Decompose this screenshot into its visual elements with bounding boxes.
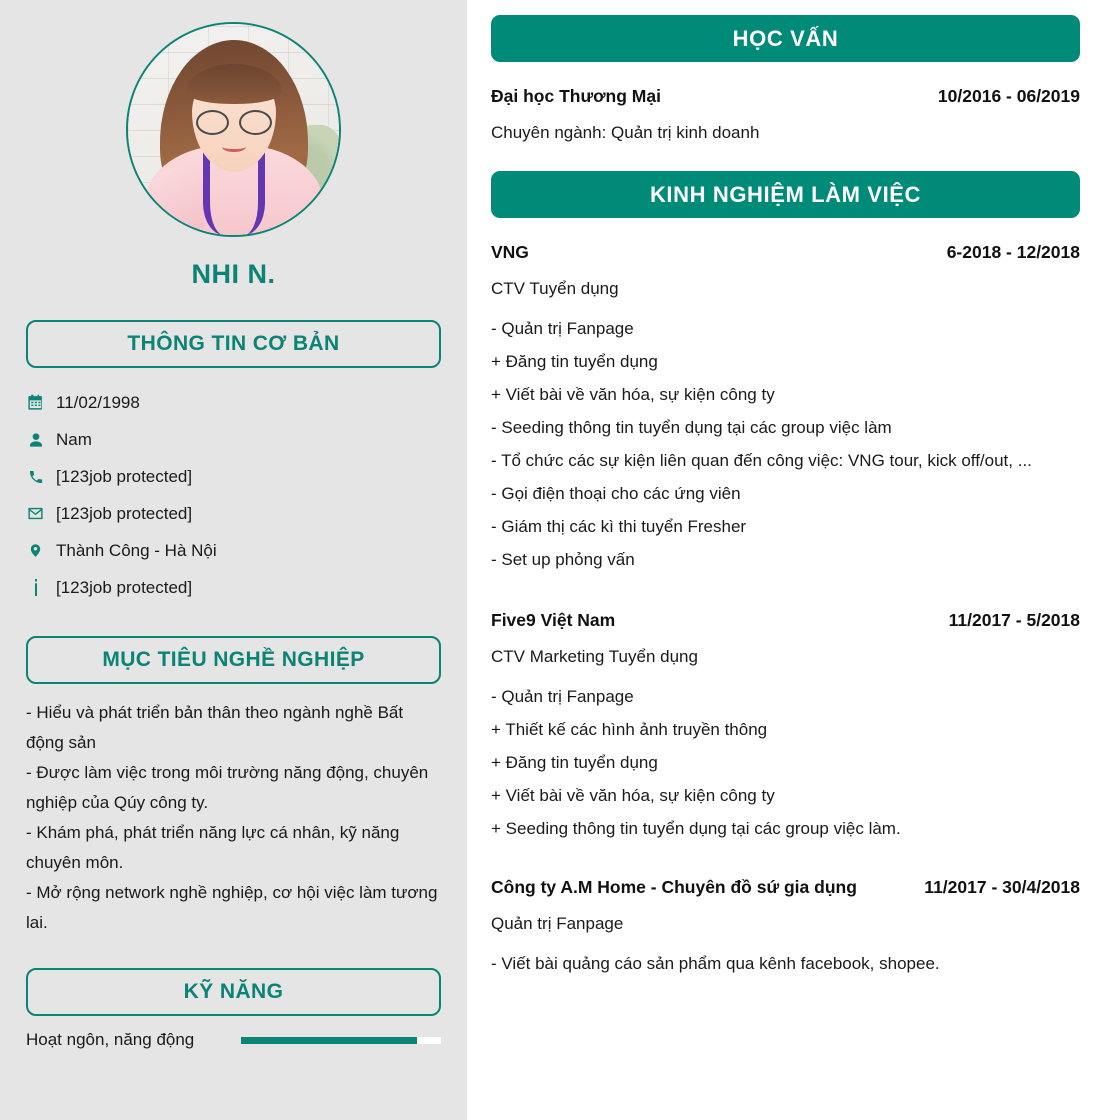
candidate-name: NHI N. — [191, 259, 276, 289]
sidebar-content — [0, 320, 467, 1050]
experience-duties — [491, 947, 1080, 980]
education-entry — [491, 82, 1080, 143]
cv-sidebar — [0, 0, 467, 1120]
objective-list — [26, 698, 441, 938]
contact-list — [26, 384, 441, 606]
section-header-objective — [26, 636, 441, 684]
section-title-objective: MỤC TIÊU NGHỀ NGHIỆP — [102, 648, 365, 671]
duty-line: + Đăng tin tuyển dụng — [491, 352, 658, 371]
objective-line: - Mở rộng network nghề nghiệp, cơ hội việc làm tương lai. — [26, 883, 438, 932]
experience-duties — [491, 312, 1080, 576]
duty-line: - Giám thị các kì thi tuyển Fresher — [491, 517, 747, 536]
contact-row-phone[interactable] — [26, 458, 441, 495]
skill-bar-track — [241, 1037, 441, 1044]
calendar-icon — [26, 394, 45, 411]
section-header-basic-info — [26, 320, 441, 368]
education-major: Chuyên ngành: Quản trị kinh doanh — [491, 123, 760, 142]
objective-line: - Hiểu và phát triển bản thân theo ngành nghề Bất động sản — [26, 703, 404, 752]
experience-company: VNG — [491, 242, 529, 262]
experience-company: Công ty A.M Home - Chuyên đồ sứ gia dụng — [491, 877, 857, 897]
experience-role: Quản trị Fanpage — [491, 914, 624, 933]
experience-company: Five9 Việt Nam — [491, 610, 616, 630]
education-school: Đại học Thương Mại — [491, 86, 661, 106]
photo-smile — [222, 142, 246, 152]
section-title-experience: KINH NGHIỆM LÀM VIỆC — [649, 181, 922, 207]
contact-row-other — [26, 569, 441, 606]
duty-line: - Quản trị Fanpage — [491, 319, 634, 338]
photo-glasses — [196, 110, 272, 132]
entry-header — [491, 238, 1080, 267]
experience-date: 6-2018 - 12/2018 — [946, 242, 1080, 262]
duty-line: - Tổ chức các sự kiện liên quan đến công việc: VNG tour, kick off/out, ... — [491, 451, 1032, 470]
contact-value-phone: [123job protected] — [56, 466, 193, 486]
contact-row-email[interactable] — [26, 495, 441, 532]
section-title-skills: KỸ NĂNG — [183, 980, 284, 1003]
skills-list — [26, 1030, 441, 1050]
contact-value-address: Thành Công - Hà Nội — [56, 540, 217, 560]
section-header-experience — [491, 171, 1080, 218]
entry-header — [491, 873, 1080, 902]
section-spacer — [491, 143, 1080, 171]
experience-date: 11/2017 - 5/2018 — [948, 610, 1080, 630]
profile-photo-container — [0, 0, 467, 237]
contact-value-other: [123job protected] — [56, 577, 193, 597]
experience-role: CTV Tuyển dụng — [491, 279, 619, 298]
contact-row-gender — [26, 421, 441, 458]
section-header-education — [491, 15, 1080, 62]
duty-line: + Seeding thông tin tuyển dụng tại các group việc làm. — [491, 819, 901, 838]
experience-entry — [491, 606, 1080, 845]
contact-row-address — [26, 532, 441, 569]
objective-line: - Khám phá, phát triển năng lực cá nhân, kỹ năng chuyên môn. — [26, 823, 400, 872]
education-date: 10/2016 - 06/2019 — [937, 86, 1080, 106]
entry-header — [491, 606, 1080, 635]
person-icon — [26, 432, 45, 448]
section-header-skills — [26, 968, 441, 1016]
duty-line: + Viết bài về văn hóa, sự kiện công ty — [491, 385, 775, 404]
duty-line: - Gọi điện thoại cho các ứng viên — [491, 484, 741, 503]
location-pin-icon — [26, 542, 45, 559]
experience-role: CTV Marketing Tuyển dụng — [491, 647, 698, 666]
profile-photo — [126, 22, 341, 237]
experience-entry — [491, 873, 1080, 980]
skill-label: Hoạt ngôn, năng động — [26, 1030, 195, 1049]
section-title-basic-info: THÔNG TIN CƠ BẢN — [127, 332, 340, 355]
contact-row-birthday — [26, 384, 441, 421]
skill-bar-fill — [241, 1037, 417, 1044]
objective-line: - Được làm việc trong môi trường năng động, chuyên nghiệp của Qúy công ty. — [26, 763, 429, 812]
duty-line: - Viết bài quảng cáo sản phẩm qua kênh facebook, shopee. — [491, 954, 940, 973]
duty-line: + Thiết kế các hình ảnh truyền thông — [491, 720, 768, 739]
duty-line: - Seeding thông tin tuyển dụng tại các group việc làm — [491, 418, 892, 437]
info-icon — [26, 579, 45, 596]
contact-value-birthday: 11/02/1998 — [56, 392, 140, 412]
duty-line: + Đăng tin tuyển dụng — [491, 753, 658, 772]
experience-date: 11/2017 - 30/4/2018 — [924, 877, 1080, 897]
contact-value-gender: Nam — [56, 429, 92, 449]
contact-value-email: [123job protected] — [56, 503, 193, 523]
duty-line: - Set up phỏng vấn — [491, 550, 635, 569]
skill-row — [26, 1030, 441, 1050]
experience-duties — [491, 680, 1080, 845]
duty-line: - Quản trị Fanpage — [491, 687, 634, 706]
duty-line: + Viết bài về văn hóa, sự kiện công ty — [491, 786, 775, 805]
entry-header — [491, 82, 1080, 111]
email-icon — [26, 505, 45, 522]
section-title-education: HỌC VẤN — [732, 25, 839, 51]
phone-icon — [26, 469, 45, 485]
cv-main-column — [467, 0, 1106, 1120]
experience-entry — [491, 238, 1080, 576]
